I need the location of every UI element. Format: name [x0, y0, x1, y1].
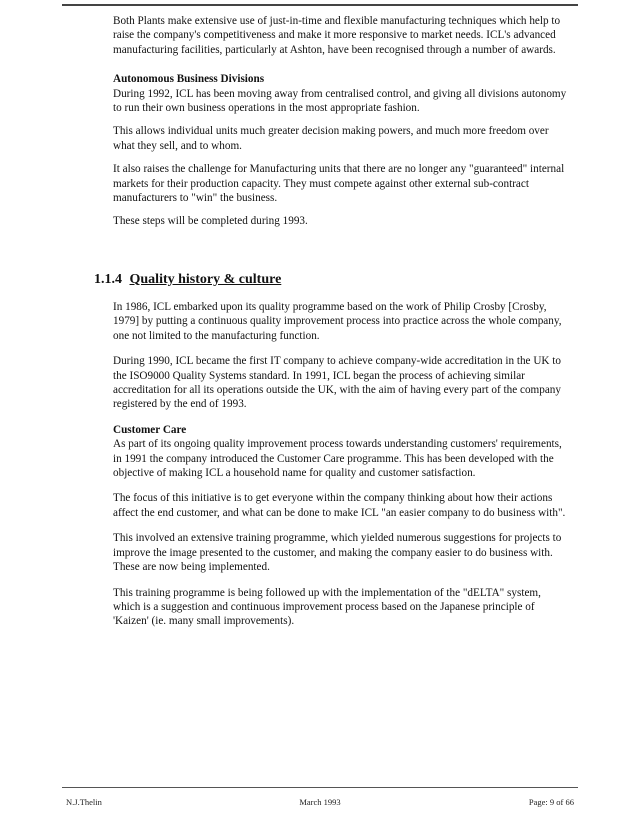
autonomous-divisions-paragraph-4: These steps will be completed during 1993. — [113, 215, 308, 228]
intro-paragraph: Both Plants make extensive use of just-in-time and flexible manufacturing techniques which help to raise the company's competitiveness and make it more responsive to market needs. ICL's advanced manufacturing facilities, particularly at Ashton, have been recognised through a number of awards. — [113, 15, 561, 56]
autonomous-divisions-paragraph-3: It also raises the challenge for Manufacturing units that there are no longer any "guaranteed" internal markets for their production capacity. They must compete against other external sub-contract manufacturers to "win" the business. — [113, 163, 565, 205]
customer-care-paragraph-2: The focus of this initiative is to get everyone within the company thinking about how their actions affect the end customer, and what can be done to make ICL "an easier company to do business with". — [113, 492, 566, 519]
customer-care-paragraph-4: This training programme is being followed up with the implementation of the "dELTA" system, which is a suggestion and continuous improvement process based on the Japanese principle of 'Kaizen' (ie. many small improvements). — [113, 586, 541, 628]
customer-care-paragraph-3: This involved an extensive training programme, which yielded numerous suggestions for projects to improve the image presented to the customer, and making the company easier to do business with. These are now being implemented. — [113, 532, 562, 574]
autonomous-divisions-heading: Autonomous Business Divisions — [113, 73, 265, 86]
section-number: 1.1.4 — [94, 272, 122, 287]
quality-paragraph-1: In 1986, ICL embarked upon its quality programme based on the work of Philip Crosby [Crosby, 1979] by putting a continuous quality improvement process into practice across the whole company, one not limited to the manufacturing function. — [113, 301, 562, 342]
customer-care-paragraph-1: As part of its ongoing quality improvement process towards understanding customers' requirements, in 1991 the company introduced the Customer Care programme. This has been developed with the objective of making ICL a household name for quality and customer satisfaction. — [113, 438, 562, 480]
body-text-lower — [113, 300, 568, 640]
body-text-upper — [113, 14, 568, 240]
footer-author: N.J.Thelin — [66, 797, 102, 807]
customer-care-heading: Customer Care — [113, 423, 187, 436]
footer-date: March 1993 — [299, 797, 341, 807]
footer-rule — [62, 787, 578, 788]
autonomous-divisions-block — [113, 72, 568, 229]
quality-paragraph-2: During 1990, ICL became the first IT company to achieve company-wide accreditation in the UK to the ISO9000 Quality Systems standard. In 1991, ICL began the process of achieving similar accreditation for all its operations outside the UK, with the aim of having every part of the company registered by the end of 1993. — [113, 355, 561, 411]
footer-page-number: Page: 9 of 66 — [528, 797, 574, 807]
autonomous-divisions-paragraph-1: During 1992, ICL has been moving away from centralised control, and giving all divisions autonomy to run their own business operations in the most appropriate fashion. — [113, 87, 567, 115]
section-heading — [94, 272, 281, 288]
section-title: Quality history & culture — [129, 272, 282, 287]
autonomous-divisions-paragraph-2: This allows individual units much greater decision making powers, and much more freedom over what they sell, and to whom. — [113, 125, 549, 152]
header-rule — [62, 4, 578, 6]
